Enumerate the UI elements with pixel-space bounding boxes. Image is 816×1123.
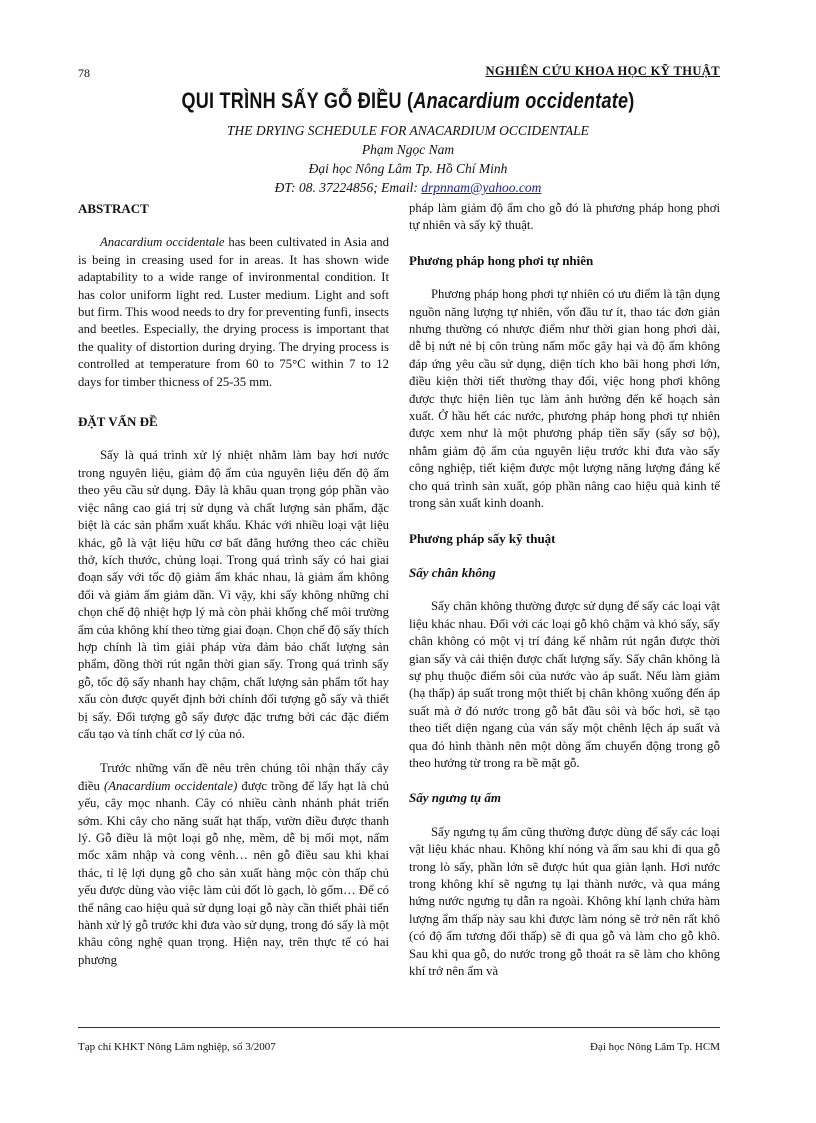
intro-heading: ĐẶT VẤN ĐỀ [78, 414, 158, 430]
left-column [78, 200, 389, 969]
condensation-drying-paragraph: Sấy ngưng tụ ẩm cũng thường được dùng để sấy các loại vật liệu khác nhau. Không khí nóng và ẩm sau khi đi qua gỗ trong lò sấy, phần lớn sẽ được hút qua giàn lạnh. Hơi nước trong không khí sẽ ngưng tụ lại thành nước, và qua máng hứng nước ngưng tụ dẫn ra ngoài. Không khí lạnh chứa hàm lượng ẩm thấp này sau khi được làm nóng sẽ trở nên rất khô (có độ ẩm tương đối thấp) sẽ đi qua gỗ và làm cho gỗ khô. Sau khi qua gỗ, do nước trong gỗ thoát ra sẽ làm cho không khí trở nên ẩm và [409, 824, 720, 979]
abstract-lead: Anacardium occidentale [100, 235, 225, 250]
technical-drying-heading: Phương pháp sấy kỹ thuật [409, 530, 556, 546]
article-meta [0, 121, 816, 197]
continued-paragraph: pháp làm giảm độ ẩm cho gỗ đó là phương pháp hong phơi tự nhiên và sấy kỹ thuật. [409, 201, 720, 233]
contact-line [0, 178, 816, 197]
intro-paragraph-2 [78, 760, 389, 969]
abstract-text: has been cultivated in Asia and is being in creasing used for in areas. It has shown wide adaptability to a wide range of invironmental condition. It has color uniform light red. Luster medium. Light and soft but firm. This wood needs to dry for preventing funfi, insects and beetles. Especially, the drying process is important that the quality of distortion during drying. The drying process is controlled at temperature from 60 to 75°C within 7 to 12 days for timber thicness of 25-35 mm. [78, 235, 389, 389]
intro-p2-latin: (Anacardium occidentale) [103, 778, 238, 793]
article-title [73, 88, 742, 114]
natural-drying-paragraph: Phương pháp hong phơi tự nhiên có ưu điểm là tận dụng nguồn năng lượng tự nhiên, vốn đầu tư ít, thao tác đơn giản nhưng thường có nhược điểm như thời gian hong phơi dài, dễ bị nứt nẻ bị côn trùng nấm mốc gây hại và độ ẩm không đáp ứng yêu cầu sử dụng, diện tích kho bãi hong phơi lớn, điều kiện thời tiết thường thay đổi, việc hong phơi không được thực hiện liên tục làm ảnh hưởng đến kế hoạch sản xuất. Ở hầu hết các nước, phương pháp hong phơi tự nhiên được xem như là một phương pháp tiền sấy (sấy sơ bộ), nhằm giảm độ ẩm của nguyên liệu trước khi đưa vào sấy công nghiệp, tiết kiệm được một lượng năng lượng đáng kể cho quá trình sản xuất, góp phần nâng cao hiệu quả kinh tế trong sản xuất kinh doanh. [409, 287, 720, 511]
abstract-heading: ABSTRACT [78, 201, 149, 216]
affiliation: Đại học Nông Lâm Tp. Hồ Chí Minh [308, 161, 508, 176]
intro-p2-pre: Trước những vấn đề nêu trên chúng tôi nhận thấy cây điều [78, 761, 389, 793]
intro-paragraph-1: Sấy là quá trình xử lý nhiệt nhằm làm bay hơi nước trong nguyên liệu, giảm độ ẩm của nguyên liệu đến độ ẩm theo yêu cầu sử dụng. Đây là khâu quan trọng góp phần vào việc nâng cao giá trị sử dụng và chất lượng sản phẩm, đặc biệt là các sản phẩm xuất khẩu. Khác với nhiều loại vật liệu khác, gỗ là vật liệu hữu cơ bất đẳng hướng theo các chiều thớ, kích thước, chủng loại. Trong quá trình sấy có hai giai đoạn sấy với tốc độ giảm ẩm khác nhau, là giảm ẩm không đổi và giảm ẩm giảm dần. Vì vậy, khi sấy không những chỉ chọn chế độ nhiệt hợp lý mà còn phải khống chế môi trường ẩm của không khí theo từng giai đoạn. Chọn chế độ sấy thích hợp chính là tìm giải pháp vừa đảm bảo chất lượng sản phẩm, đồng thời rút ngắn thời gian sấy. Trong quá trình sấy gỗ, tốc độ sấy nhanh hay chậm, chất lượng sản phẩm tốt hay xấu còn được quyết định bởi chính đối tượng gỗ sấy và thiết bị sấy. Đối tượng gỗ sấy được đặc trưng bởi các đặc điểm cấu tạo và tính chất cơ lý của nó. [78, 448, 389, 741]
journal-citation: Tạp chí KHKT Nông Lâm nghiệp, số 3/2007 [78, 1041, 276, 1053]
english-title: THE DRYING SCHEDULE FOR ANACARDIUM OCCIDENTALE [227, 123, 589, 138]
natural-drying-heading: Phương pháp hong phơi tự nhiên [409, 252, 594, 268]
email-link[interactable]: drpnnam@yahoo.com [421, 180, 542, 195]
title-close: ) [628, 88, 635, 113]
title-main: QUI TRÌNH SẤY GỖ ĐIỀU ( [181, 88, 414, 113]
university-name: Đại học Nông Lâm Tp. HCM [590, 1041, 720, 1053]
running-head: NGHIÊN CỨU KHOA HỌC KỸ THUẬT [485, 64, 720, 78]
contact-prefix: ĐT: 08. 37224856; Email: [274, 180, 422, 195]
footer-divider [78, 1027, 720, 1028]
title-latin-name: Anacardium occidentate [413, 88, 629, 113]
right-column [409, 200, 720, 980]
vacuum-drying-paragraph: Sấy chân không thường được sử dụng để sấy các loại vật liệu khác nhau. Đối với các loại gỗ khô chậm và khó sấy, sấy chân không có một vị trí đáng kể nhằm rút ngắn được thời gian sấy và cải thiện được chất lượng sấy. Sấy chân không là sự phụ thuộc điểm sôi của nước vào áp suất. Nếu làm giảm (hạ thấp) áp suất trong một thiết bị chân không xuống đến áp suất mà ở đó nước trong gỗ bắt đầu sôi và bốc hơi, sẽ tạo theo tiết diện ngang của ván sấy một chênh lệch áp suất và qua đó hình thành nên một dòng ẩm chuyển động trong gỗ theo hướng từ trong ra bề mặt gỗ. [409, 599, 720, 770]
vacuum-drying-heading: Sấy chân không [409, 564, 496, 580]
abstract-paragraph [78, 234, 389, 391]
intro-p2-post: được trồng để lấy hạt là chủ yếu, cây mọc nhanh. Cây có nhiều cành nhánh phát triển sớm. Khi cây cho năng suất hạt thấp, vườn điều được thanh lý. Gỗ điều là một loại gỗ nhẹ, mềm, dễ bị mối mọt, nấm mốc xâm nhập và cong vênh… nên gỗ điều sau khi khai thác, tỉ lệ lợi dụng gỗ cho sản xuất hàng mộc còn thấp chủ yếu được dùng vào việc làm củi đốt lò gạch, lò gốm… Để có thể nâng cao hiệu quả sử dụng loại gỗ này cần thiết phải tiến hành xử lý gỗ trước khi đưa vào sử dụng, trong đó sấy là một khâu công nghệ quan trọng. Hiện nay, trên thực tế có hai phương [78, 778, 389, 967]
abstract-section [78, 200, 389, 391]
condensation-drying-heading: Sấy ngưng tụ ẩm [409, 790, 501, 806]
page-number: 78 [78, 66, 90, 80]
author-name: Phạm Ngọc Nam [361, 142, 455, 157]
